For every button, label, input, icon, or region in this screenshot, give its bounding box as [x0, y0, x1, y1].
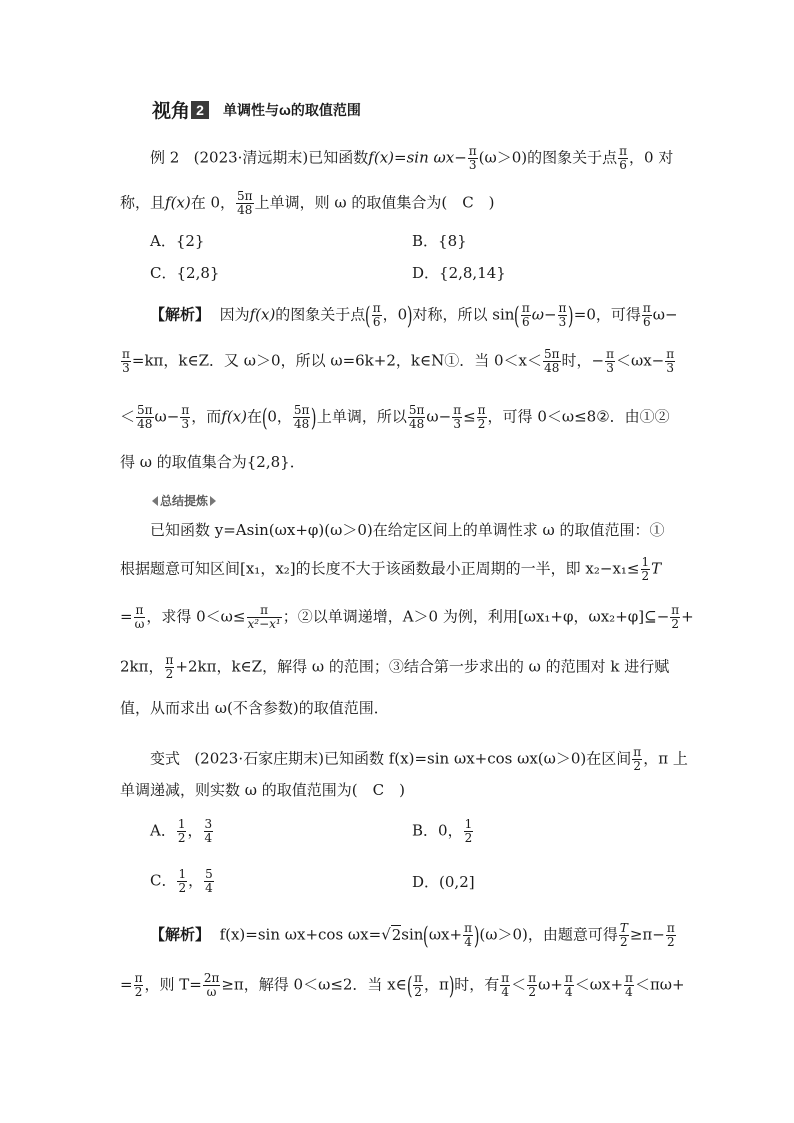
- example-label: 例 2: [150, 148, 180, 167]
- section-heading: [152, 96, 361, 123]
- option-c: C．{2,8}: [150, 264, 220, 282]
- analysis2-l2-e: 时，有: [454, 975, 500, 994]
- example-point-tail: ，0 对: [629, 148, 674, 167]
- variant-line-1: 变式 (2023·石家庄期末)已知函数 f(x)=sin ωx+cos ωx(ω＞0)在区间 $\frac{\pi}{2}$ ，π 上: [150, 745, 688, 773]
- option-d: D．{2,8,14}: [412, 264, 506, 282]
- analysis2-l1-c: sin: [401, 925, 424, 944]
- analysis1-l3-d: 在: [246, 407, 262, 426]
- analysis1-l1-d: =0，可得: [573, 305, 641, 324]
- summary-line-4: 2kπ， $\frac{\pi}{2}$ +2kπ，k∈Z，解得 ω 的范围；③结合第一步求出的 ω 的范围对 k 进行赋: [120, 653, 670, 681]
- analysis2-l2-c: ≥π，解得 0＜ω≤2．当 x∈: [221, 975, 407, 994]
- frac-pi-3: $\frac{\pi}{3}$: [468, 144, 477, 172]
- analysis1-l3-g: ≤: [463, 407, 476, 426]
- frac-pi-6: $\frac{\pi}{6}$: [619, 144, 628, 172]
- summary-l3-c: ；②以单调递增，A＞0 为例，利用[ωx₁+φ，ωx₂+φ]⊆−: [282, 607, 670, 626]
- example-line-2: 称，且f(x)在 0， $\frac{5\pi}{48}$ 上单调，则 ω 的取值集合为( C ): [120, 189, 495, 217]
- example-line-1: [150, 145, 673, 172]
- analysis1-line-3: ＜ $\frac{5\pi}{48}$ ω− $\frac{\pi}{3}$ ，而f(x)在(0， $\frac{5\pi}{48}$ )上单调，所以 $\frac{5\pi}{48}$ ω− $\frac{\pi}{3}$ ≤ $\frac{\pi}{2}$ ，可得 0＜ω≤8②．由①②: [120, 403, 670, 432]
- summary-l4-b: +2kπ，k∈Z，解得 ω 的范围；③结合第一步求出的 ω 的范围对 k 进行赋: [175, 657, 670, 676]
- analysis2-line-1: 【解析】 f(x)=sin ωx+cos ωx=√2sin(ωx+ $\frac{\pi}{4}$ )(ω＞0)，由题意可得 $\frac{T}{2}$ ≥π− $\frac{\pi}{2}$: [150, 921, 675, 950]
- analysis2-l2-d: ，π: [424, 975, 449, 994]
- analysis1-l3-f: ω−: [426, 407, 452, 426]
- summary-badge: [152, 492, 216, 509]
- analysis1-line-2: $\frac{\pi}{3}$ =kπ，k∈Z．又 ω＞0，所以 ω=6k+2，k∈N①．当 0＜x＜ $\frac{5\pi}{48}$ 时，− $\frac{\pi}{3}$ ＜ωx− $\frac{\pi}{3}$: [122, 347, 675, 375]
- analysis2-l2-b: ，则 T=: [144, 975, 202, 994]
- variant-option-a: A． $\frac{1}{2}$ ， $\frac{3}{4}$: [150, 817, 213, 845]
- variant-l1-b: ，π 上: [643, 749, 688, 768]
- frac-5pi-48: $\frac{5\pi}{48}$: [237, 189, 253, 217]
- example-cond: (ω＞0)的图象关于点: [478, 148, 618, 167]
- summary-line-3: = $\frac{\pi}{\omega}$ ，求得 0＜ω≤ $\frac{\pi}{\text{x²−x¹}}$ ；②以单调递增，A＞0 为例，利用[ωx₁+φ，ωx₂+φ]⊆− $\frac{\pi}{2}$ +: [120, 603, 694, 631]
- analysis1-l1-c: 对称，所以 sin: [412, 305, 515, 324]
- summary-right-arrow-icon: [210, 496, 216, 506]
- analysis1-l1-e: ω−: [652, 305, 678, 324]
- summary-l3-d: +: [681, 607, 694, 626]
- summary-badge-label: 总结提炼: [160, 494, 209, 508]
- heading-main: 视角: [152, 101, 191, 122]
- summary-l2-a: 根据题意可知区间[x₁，x₂]的长度不大于该函数最小正周期的一半，即 x₂−x₁≤: [120, 559, 640, 578]
- analysis2-tag: 【解析】: [150, 926, 211, 944]
- analysis2-l1-a: f(x)=sin ωx+cos ωx=: [219, 925, 382, 944]
- option-a: A．{2}: [150, 232, 205, 250]
- example-intro: 已知函数: [308, 148, 369, 167]
- analysis1-l3-c: ，而: [191, 407, 222, 426]
- example-func: f(x)=sin ωx−: [368, 148, 467, 167]
- analysis2-l2-f: ＜: [511, 975, 527, 994]
- summary-l3-b: ，求得 0＜ω≤: [146, 607, 246, 626]
- analysis1-l3-e: 上单调，所以: [316, 407, 407, 426]
- option-b: B．{8}: [412, 232, 467, 250]
- variant-option-c: C． $\frac{1}{2}$ ， $\frac{5}{4}$: [150, 867, 213, 895]
- variant-line-2: 单调递减，则实数 ω 的取值范围为( C ): [120, 781, 405, 799]
- analysis2-l2-h: ＜ωx+: [574, 975, 624, 994]
- analysis1-l3-b: ω−: [154, 407, 180, 426]
- analysis1-line-1: 【解析】 因为f(x)的图象关于点( $\frac{\pi}{6}$ ，0)对称，所以 sin( $\frac{\pi}{6}$ ω− $\frac{\pi}{3}$ )=0，可得 $\frac{\pi}{6}$ ω−: [150, 301, 678, 330]
- analysis1-l2-a: =kπ，k∈Z．又 ω＞0，所以 ω=6k+2，k∈N①．当 0＜x＜: [131, 351, 542, 370]
- analysis2-sqrt: 2: [391, 925, 402, 944]
- summary-l3-a: =: [120, 607, 133, 626]
- variant-option-d: D．(0,2]: [412, 873, 475, 891]
- analysis1-l2-c: ＜ωx−: [615, 351, 665, 370]
- variant-option-b: B．0， $\frac{1}{2}$: [412, 817, 473, 845]
- summary-left-arrow-icon: [152, 496, 158, 506]
- analysis2-line-2: = $\frac{\pi}{2}$ ，则 T= $\frac{2\pi}{\omega}$ ≥π，解得 0＜ω≤2．当 x∈( $\frac{\pi}{2}$ ，π)时，有 $\frac{\pi}{4}$ ＜ $\frac{\pi}{2}$ ω+ $\frac{\pi}{4}$ ＜ωx+ $\frac{\pi}{4}$ ＜πω+: [120, 971, 685, 1000]
- analysis2-l1-e: (ω＞0)，由题意可得: [479, 925, 618, 944]
- example-source: (2023·清远期末): [193, 148, 309, 167]
- analysis1-l3-h: ，可得 0＜ω≤8②．由①②: [487, 407, 670, 426]
- analysis2-l2-a: =: [120, 975, 133, 994]
- example-line2-c: 上单调，则 ω 的取值集合为( C ): [254, 193, 495, 212]
- analysis1-line-4: 得 ω 的取值集合为{2,8}．: [120, 453, 305, 471]
- analysis1-l2-b: 时，−: [561, 351, 605, 370]
- analysis2-l2-g: ω+: [538, 975, 563, 994]
- heading-subtitle: 单调性与ω的取值范围: [223, 101, 361, 118]
- analysis2-l1-f: ≥π−: [629, 925, 665, 944]
- analysis2-l1-d: ωx+: [428, 925, 463, 944]
- summary-line-2: 根据题意可知区间[x₁，x₂]的长度不大于该函数最小正周期的一半，即 x₂−x₁≤ $\frac{1}{2}$ T: [120, 555, 662, 583]
- summary-l4: 2kπ，: [120, 657, 164, 676]
- variant-l1-a: 已知函数 f(x)=sin ωx+cos ωx(ω＞0)在区间: [323, 749, 632, 768]
- summary-line-1: 已知函数 y=Asin(ωx+φ)(ω＞0)在给定区间上的单调性求 ω 的取值范围：①: [150, 521, 665, 539]
- analysis2-l2-i: ＜πω+: [634, 975, 685, 994]
- summary-l2-b: T: [651, 559, 662, 578]
- variant-source: (2023·石家庄期末): [194, 749, 324, 768]
- summary-line-5: 值，从而求出 ω(不含参数)的取值范围．: [120, 699, 389, 717]
- heading-badge: 2: [191, 101, 209, 119]
- example-line2-b: 在 0，: [190, 193, 236, 212]
- example-line2-a: 称，且: [120, 193, 166, 212]
- analysis1-tag: 【解析】: [150, 306, 211, 324]
- variant-label: 变式: [150, 749, 181, 768]
- analysis1-l1-b: 的图象关于点: [275, 305, 366, 324]
- analysis1-l3-a: ＜: [120, 407, 136, 426]
- analysis1-l1-a: 因为: [219, 305, 250, 324]
